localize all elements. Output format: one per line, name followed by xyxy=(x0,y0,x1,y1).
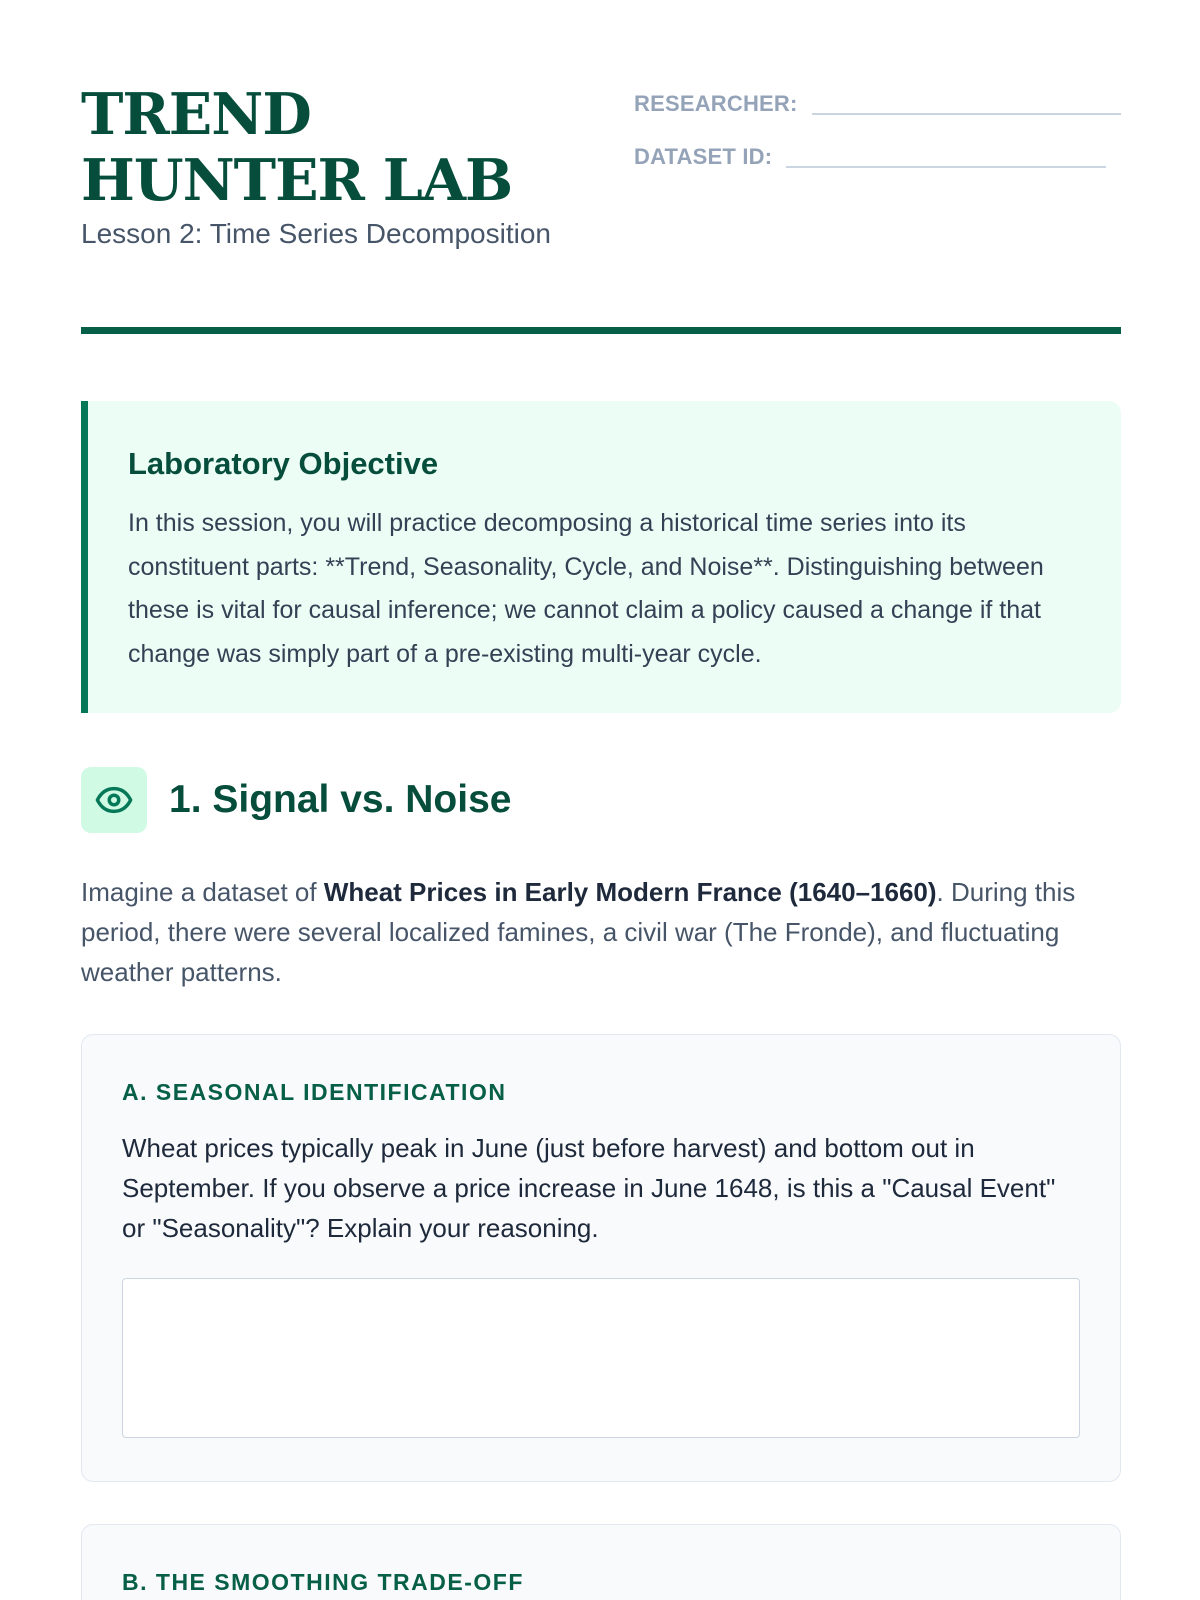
question-a-text: Wheat prices typically peak in June (just before harvest) and bottom out in September. If you observe a price increase in June 1648, is this a "Causal Event" or "Seasonality"? Explain your reasoning. xyxy=(122,1133,1056,1243)
intro-text-end: . During this period, there were several localized famines, a civil war (The Fronde), and fluctuating weather patterns. xyxy=(81,877,1076,987)
section-title: 1. Signal vs. Noise xyxy=(169,778,512,821)
dataset-id-input-line[interactable] xyxy=(786,166,1106,168)
question-b-label: B. THE SMOOTHING TRADE-OFF xyxy=(122,1569,524,1595)
question-card-a xyxy=(81,1034,1121,1482)
meta-fields xyxy=(634,85,1121,191)
worksheet-header xyxy=(81,0,1121,335)
eye-icon xyxy=(81,767,147,833)
intro-dataset-name: Wheat Prices in Early Modern France (1640–1660) xyxy=(323,877,937,907)
researcher-field xyxy=(634,85,1121,117)
page-title: TREND HUNTER LAB xyxy=(81,81,513,214)
dataset-id-label: DATASET ID: xyxy=(634,144,773,169)
section-heading xyxy=(81,767,511,833)
lesson-subtitle: Lesson 2: Time Series Decomposition xyxy=(81,218,551,249)
worksheet-content xyxy=(81,0,1121,1595)
intro-text-start: Imagine a dataset of xyxy=(81,877,324,907)
objective-text: In this session, you will practice decomposing a historical time series into its constituent parts: **Trend, Seasonality, Cycle, and Noise**. Distinguishing between these is vital for causal inference; we cannot claim a policy caused a change if that change was simply part of a pre-existing multi-year cycle. xyxy=(128,509,1044,668)
question-a-label: A. SEASONAL IDENTIFICATION xyxy=(122,1079,507,1105)
section-intro xyxy=(81,872,1121,992)
question-card-b xyxy=(81,1524,1121,1600)
researcher-label: RESEARCHER: xyxy=(634,91,798,116)
header-divider xyxy=(81,327,1121,334)
objective-box xyxy=(81,401,1121,713)
dataset-id-field xyxy=(634,138,1121,170)
researcher-input-line[interactable] xyxy=(812,113,1121,115)
question-a-answer-input[interactable] xyxy=(122,1278,1080,1438)
objective-title: Laboratory Objective xyxy=(128,446,439,481)
